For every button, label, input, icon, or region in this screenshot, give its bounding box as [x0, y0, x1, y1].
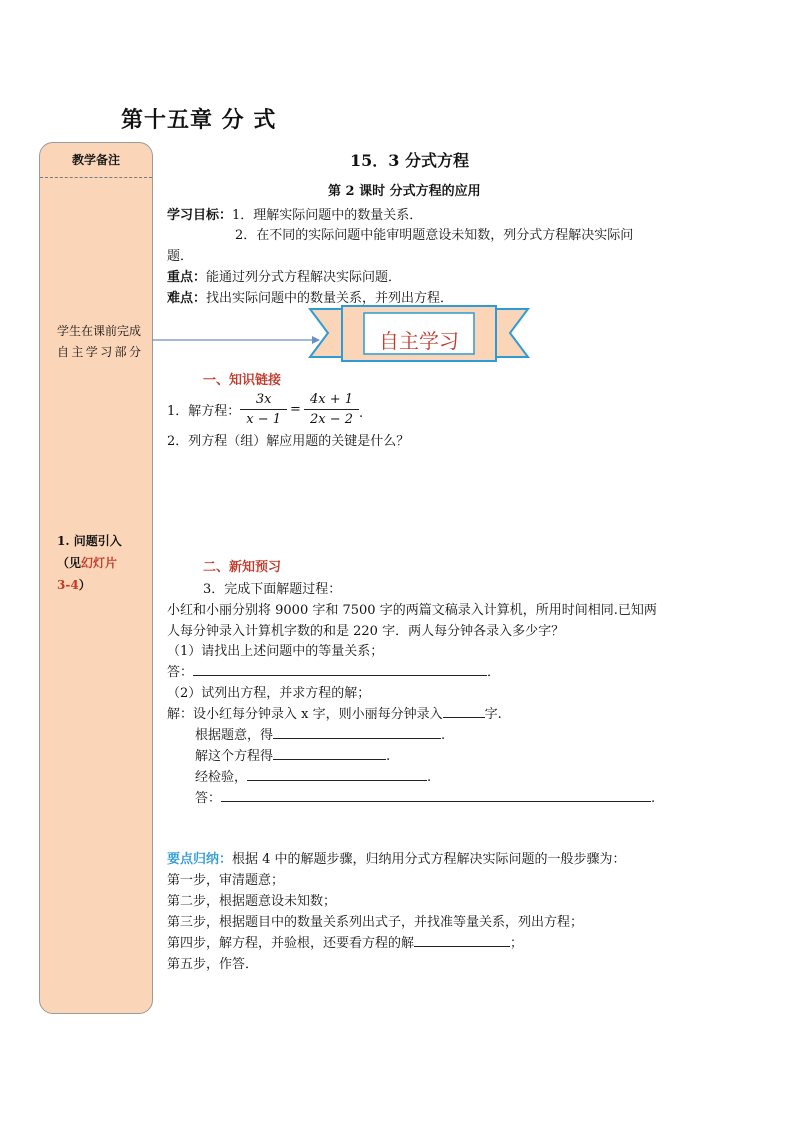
- summary-intro-text: 根据 4 中的解题步骤，归纳用分式方程解决实际问题的一般步骤为：: [232, 852, 626, 867]
- lhs-numerator: 3x: [240, 392, 287, 410]
- difficulty-text: 找出实际问题中的数量关系，并列出方程．: [206, 291, 454, 306]
- equals-sign: =: [290, 401, 301, 417]
- solution-line: [167, 703, 502, 722]
- sidebar-header: 教学备注: [40, 143, 152, 178]
- by-meaning-label: 根据题意，得: [195, 728, 274, 743]
- step-2: 第二步，根据题意设未知数；: [167, 894, 337, 909]
- final-answer-line: 答： .: [195, 791, 656, 806]
- sidebar-note-intro-slides: 幻灯片: [81, 556, 118, 570]
- step-4-blank[interactable]: [414, 934, 510, 947]
- answer-label: 答：: [167, 665, 194, 680]
- chapter-title: 第十五章 分 式: [121, 107, 277, 133]
- check-line: 经检验， .: [195, 770, 432, 785]
- step-3: 第三步，根据题目中的数量关系列出式子，并找准等量关系，列出方程；: [167, 915, 584, 930]
- solve-line: 解这个方程得 .: [195, 749, 391, 764]
- sidebar-note-intro-range: 3-4: [57, 578, 79, 592]
- rhs-numerator: 4x + 1: [304, 392, 359, 410]
- objective-item-2-line1: 2．在不同的实际问题中能审明题意设未知数，列分式方程解决实际问: [235, 228, 634, 243]
- difficulty-label: 难点：: [167, 291, 207, 306]
- summary-intro: [167, 848, 626, 867]
- sidebar-note-self-study: 学生在课前完成自主学习部分: [57, 324, 142, 359]
- lhs-fraction: [240, 392, 287, 427]
- objective-line-1: [167, 204, 422, 223]
- key-point: [167, 266, 401, 285]
- q1-prefix: 1．解方程：: [167, 403, 241, 419]
- sidebar-note-intro: [57, 530, 141, 596]
- key-point-label: 重点：: [167, 270, 207, 285]
- objective-item-2-line2: 题．: [167, 249, 194, 264]
- answer-blank-1[interactable]: [193, 663, 487, 676]
- objective-item-1: 1．理解实际问题中的数量关系．: [232, 208, 423, 223]
- rhs-fraction: [304, 392, 359, 427]
- question-2: 2．列方程（组）解应用题的关键是什么？: [167, 434, 410, 449]
- check-blank[interactable]: [247, 768, 427, 781]
- step-4-text: 第四步，解方程，并验根，还要看方程的解: [167, 936, 415, 951]
- sidebar-note-intro-suffix: ）: [78, 578, 91, 592]
- problem-line-2: 人每分钟录入计算机字数的和是 220 字．两人每分钟各录入多少字？: [167, 624, 565, 639]
- key-point-text: 能通过列分式方程解决实际问题．: [206, 270, 402, 285]
- lesson-title: 第 2 课时 分式方程的应用: [328, 184, 481, 199]
- section-title: 15．3 分式方程: [350, 151, 469, 170]
- solution-blank[interactable]: [273, 747, 386, 760]
- answer-line-1: 答： ．: [167, 665, 501, 680]
- solve-label: 解这个方程得: [195, 749, 274, 764]
- banner-label: 自主学习: [379, 329, 459, 353]
- final-answer-blank[interactable]: [221, 789, 651, 802]
- by-meaning-line: 根据题意，得 .: [195, 728, 446, 743]
- step-5: 第五步，作答．: [167, 957, 259, 972]
- check-label: 经检验，: [195, 770, 248, 785]
- difficulty: [167, 287, 453, 306]
- solution-prefix: 解：设小红每分钟录入 x 字，则小丽每分钟录入: [167, 707, 443, 722]
- sub-question-2: （2）试列出方程，并求方程的解；: [167, 686, 371, 701]
- xiaoli-rate-blank[interactable]: [443, 705, 485, 718]
- final-answer-label: 答：: [195, 791, 222, 806]
- equation-line: [167, 389, 363, 429]
- problem-line-1: 小红和小丽分别将 9000 字和 7500 字的两篇文稿录入计算机，所用时间相同.已知两: [167, 603, 657, 618]
- step-4-end: ；: [510, 936, 524, 951]
- solution-suffix: 字.: [484, 707, 502, 722]
- step-4: [167, 932, 523, 951]
- lhs-denominator: x − 1: [246, 411, 282, 427]
- part1-heading: 一、知识链接: [203, 373, 282, 388]
- rhs-denominator: 2x − 2: [309, 411, 353, 427]
- step-1: 第一步，审清题意；: [167, 873, 285, 888]
- objectives-label: 学习目标：: [167, 208, 233, 223]
- summary-label: 要点归纳：: [167, 852, 233, 867]
- part2-heading: 二、新知预习: [203, 560, 282, 575]
- sub-question-1: （1）请找出上述问题中的等量关系；: [167, 644, 384, 659]
- teaching-notes-sidebar: [39, 142, 153, 1014]
- question-3: 3．完成下面解题过程：: [203, 582, 342, 597]
- q1-period: .: [358, 406, 364, 421]
- equation-blank[interactable]: [273, 726, 441, 739]
- sidebar-note-intro-prefix: 1. 问题引入（见: [57, 534, 122, 570]
- pointer-arrow-icon: [152, 330, 322, 350]
